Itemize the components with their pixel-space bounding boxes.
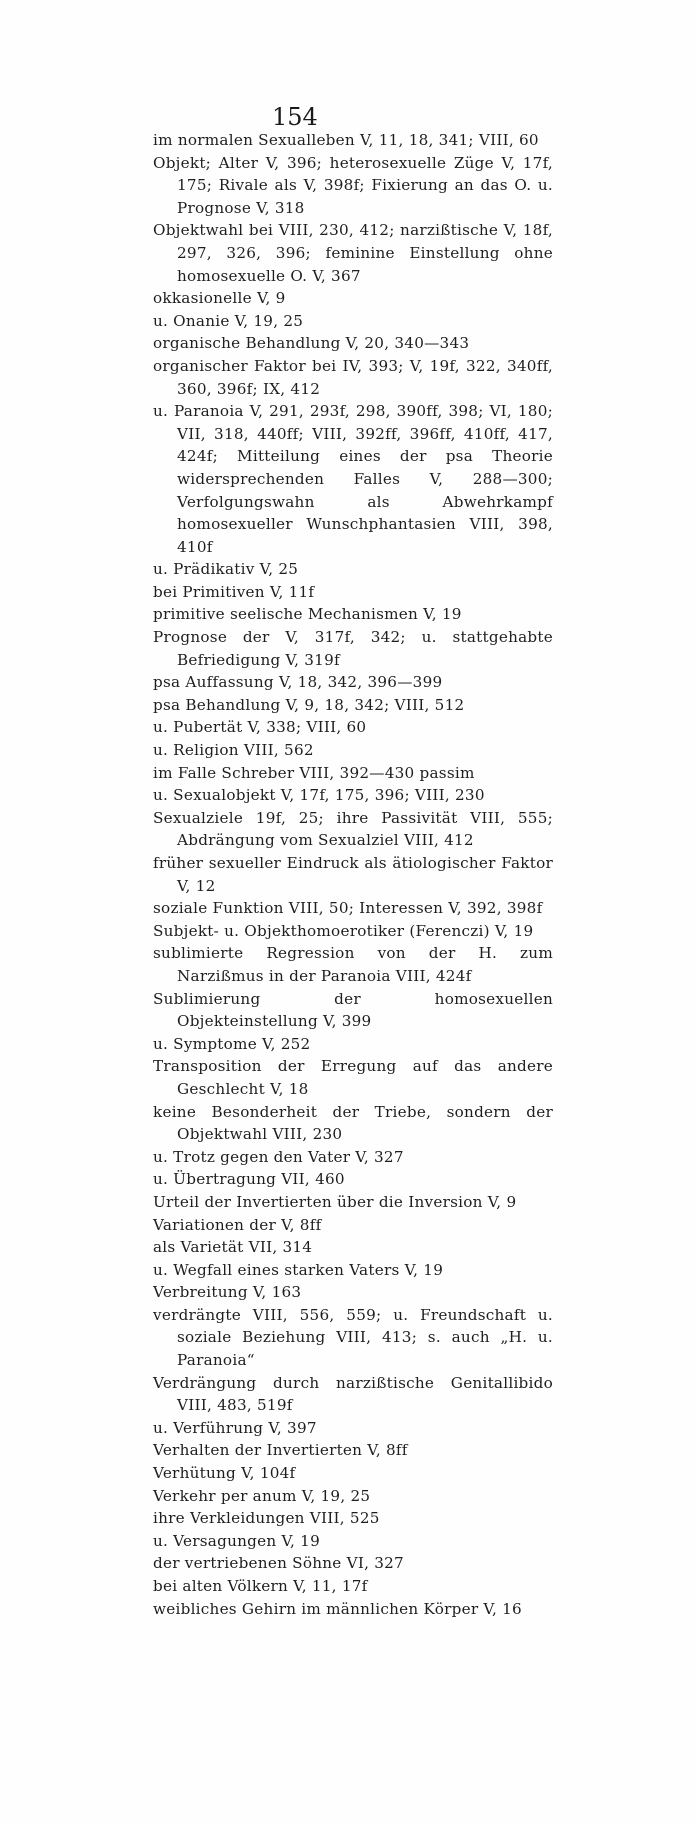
index-entry: organische Behandlung V, 20, 340—343 bbox=[153, 334, 470, 353]
index-entry: Subjekt- u. Objekthomoerotiker (Ferenczi) V, 19 bbox=[153, 921, 534, 940]
page-number: 154 bbox=[272, 103, 318, 131]
index-entry: u. Prädikativ V, 25 bbox=[153, 560, 299, 579]
index-entry: keine Besonderheit der Triebe, sondern der Objektwahl VIII, 230 bbox=[153, 1102, 553, 1144]
index-entry: ihre Verkleidungen VIII, 525 bbox=[153, 1509, 380, 1528]
index-entry: weibliches Gehirn im männlichen Körper V, 16 bbox=[153, 1599, 522, 1618]
index-entry: Sublimierung der homosexuellen Objekteinstellung V, 399 bbox=[153, 989, 553, 1031]
index-entry: bei alten Völkern V, 11, 17f bbox=[153, 1577, 368, 1595]
index-entry: Prognose der V, 317f, 342; u. stattgehabte Befriedigung V, 319f bbox=[153, 628, 553, 669]
index-entry: u. Religion VIII, 562 bbox=[153, 741, 314, 760]
index-entry: primitive seelische Mechanismen V, 19 bbox=[153, 605, 462, 624]
index-entry: psa Behandlung V, 9, 18, 342; VIII, 512 bbox=[153, 695, 465, 714]
index-entry: Objekt; Alter V, 396; heterosexuelle Züge V, 17f, 175; Rivale als V, 398f; Fixierung an das O. u. Prognose V, 318 bbox=[153, 153, 553, 217]
index-entry: soziale Funktion VIII, 50; Interessen V, 392, 398f bbox=[153, 899, 543, 918]
index-entry: u. Versagungen V, 19 bbox=[153, 1531, 321, 1550]
index-entry: sublimierte Regression von der H. zum Narzißmus in der Paranoia VIII, 424f bbox=[153, 944, 553, 985]
index-entry: als Varietät VII, 314 bbox=[153, 1238, 313, 1257]
index-entries bbox=[153, 129, 553, 1620]
index-entry: Transposition der Erregung auf das andere Geschlecht V, 18 bbox=[153, 1057, 553, 1098]
index-entry: u. Symptome V, 252 bbox=[153, 1034, 311, 1053]
index-entry: u. Onanie V, 19, 25 bbox=[153, 311, 304, 330]
index-entry: u. Pubertät V, 338; VIII, 60 bbox=[153, 718, 367, 737]
index-entry: Urteil der Invertierten über die Inversion V, 9 bbox=[153, 1192, 517, 1211]
index-entry: bei Primitiven V, 11f bbox=[153, 582, 315, 601]
index-entry: Verbreitung V, 163 bbox=[153, 1283, 302, 1302]
index-entry: Verhalten der Invertierten V, 8ff bbox=[153, 1441, 408, 1460]
index-entry: Objektwahl bei VIII, 230, 412; narzißtische V, 18f, 297, 326, 396; feminine Einstellung ohne homosexuelle O. V, 367 bbox=[153, 221, 553, 285]
index-entry: der vertriebenen Söhne VI, 327 bbox=[153, 1554, 404, 1573]
index-entry: psa Auffassung V, 18, 342, 396—399 bbox=[153, 673, 443, 692]
index-entry: verdrängte VIII, 556, 559; u. Freundschaft u. soziale Beziehung VIII, 413; s. auch „H. u. Paranoia“ bbox=[153, 1305, 553, 1370]
index-entry: im Falle Schreber VIII, 392—430 passim bbox=[153, 763, 475, 782]
index-entry: Sexualziele 19f, 25; ihre Passivität VIII, 555; Abdrängung vom Sexualziel VIII, 412 bbox=[153, 808, 553, 850]
index-entry: u. Verführung V, 397 bbox=[153, 1418, 317, 1437]
index-entry: u. Wegfall eines starken Vaters V, 19 bbox=[153, 1260, 444, 1279]
index-entry: Variationen der V, 8ff bbox=[153, 1215, 322, 1234]
index-entry: Verkehr per anum V, 19, 25 bbox=[153, 1486, 371, 1505]
index-entry: früher sexueller Eindruck als ätiologischer Faktor V, 12 bbox=[153, 854, 553, 895]
index-entry: u. Paranoia V, 291, 293f, 298, 390ff, 398; VI, 180; VII, 318, 440ff; VIII, 392ff, 396ff, 410ff, 417, 424f; Mitteilung eines der psa Theorie widersprechenden Falles V, 288—300; Verfolgungswahn als Abwehrkampf homosexueller Wunschphantasien VIII, 398, 410f bbox=[153, 402, 553, 556]
index-entry: u. Übertragung VII, 460 bbox=[153, 1170, 345, 1189]
index-entry: Verdrängung durch narzißtische Genitallibido VIII, 483, 519f bbox=[153, 1373, 553, 1415]
index-entry: u. Trotz gegen den Vater V, 327 bbox=[153, 1147, 404, 1166]
index-entry: u. Sexualobjekt V, 17f, 175, 396; VIII, 230 bbox=[153, 786, 485, 805]
index-entry: im normalen Sexualleben V, 11, 18, 341; VIII, 60 bbox=[153, 131, 539, 149]
index-entry: Verhütung V, 104f bbox=[153, 1464, 296, 1483]
index-entry: organischer Faktor bei IV, 393; V, 19f, 322, 340ff, 360, 396f; IX, 412 bbox=[153, 356, 553, 398]
index-entry: okkasionelle V, 9 bbox=[153, 289, 286, 308]
